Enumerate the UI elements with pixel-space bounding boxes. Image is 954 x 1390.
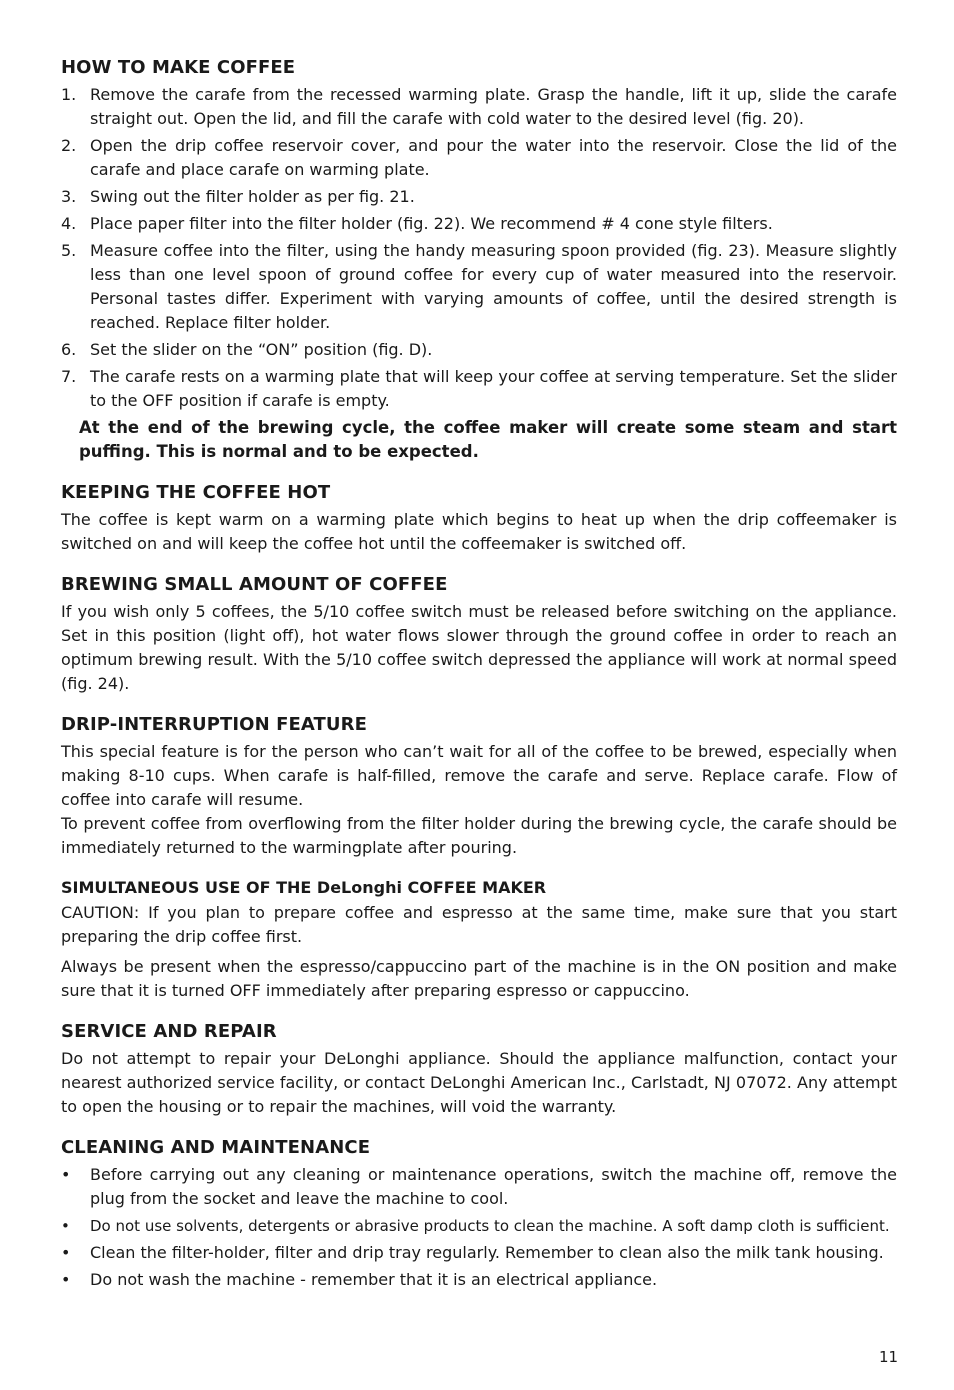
section-heading: DRIP-INTERRUPTION FEATURE <box>61 714 367 735</box>
list-item: 2. Open the drip coffee reservoir cover, and pour the water into the reservoir. Close the lid of the carafe and place carafe on warming plate. <box>61 136 897 179</box>
paragraph: The coffee is kept warm on a warming plate which begins to heat up when the drip coffeemaker is switched on and will keep the coffee hot until the coffeemaker is switched off. <box>61 510 897 553</box>
section-heading: SIMULTANEOUS USE OF THE DeLonghi COFFEE MAKER <box>61 878 547 897</box>
section-heading: SERVICE AND REPAIR <box>61 1021 277 1042</box>
section-brewing-small-amount <box>61 574 897 696</box>
list-item: 6. Set the slider on the “ON” position (fig. D). <box>61 340 433 359</box>
paragraph: CAUTION: If you plan to prepare coffee and espresso at the same time, make sure that you start preparing the drip coffee first. <box>61 903 897 946</box>
section-keeping-coffee-hot <box>61 482 897 556</box>
section-drip-interruption <box>61 714 897 860</box>
list-item: • Before carrying out any cleaning or maintenance operations, switch the machine off, remove the plug from the socket and leave the machine to cool. <box>61 1163 897 1211</box>
list-item: • Do not use solvents, detergents or abrasive products to clean the machine. A soft damp cloth is sufficient. <box>61 1214 897 1238</box>
list-item: 1. Remove the carafe from the recessed warming plate. Grasp the handle, lift it up, slide the carafe straight out. Open the lid, and fill the carafe with cold water to the desired level (fig. 20). <box>61 85 897 128</box>
section-heading: BREWING SMALL AMOUNT OF COFFEE <box>61 574 448 595</box>
list-item: 4. Place paper filter into the filter holder (fig. 22). We recommend # 4 cone style filters. <box>61 214 773 233</box>
bullet: • <box>61 1243 71 1262</box>
paragraph: Always be present when the espresso/cappuccino part of the machine is in the ON position and make sure that it is turned OFF immediately after preparing espresso or cappuccino. <box>61 957 897 1000</box>
steps-list <box>61 83 897 413</box>
paragraph: To prevent coffee from overflowing from the filter holder during the brewing cycle, the carafe should be immediately returned to the warmingplate after pouring. <box>61 814 897 857</box>
brewing-note: At the end of the brewing cycle, the coffee maker will create some steam and start puffing. This is normal and to be expected. <box>79 418 897 461</box>
section-cleaning-and-maintenance <box>61 1137 897 1292</box>
page-number: 11 <box>879 1348 899 1366</box>
bullet: • <box>61 1270 71 1289</box>
paragraph: Do not attempt to repair your DeLonghi appliance. Should the appliance malfunction, contact your nearest authorized service facility, or contact DeLonghi American Inc., Carlstadt, NJ 07072. Any attempt to open the housing or to repair the machines, will void the warranty. <box>61 1049 897 1116</box>
section-service-and-repair <box>61 1021 897 1119</box>
list-item: • Do not wash the machine - remember that it is an electrical appliance. <box>61 1268 897 1292</box>
list-item: 7. The carafe rests on a warming plate that will keep your coffee at serving temperature. Set the slider to the OFF position if carafe is empty. <box>61 367 897 410</box>
bullet: • <box>61 1217 70 1235</box>
section-heading: CLEANING AND MAINTENANCE <box>61 1137 371 1158</box>
section-how-to-make-coffee <box>61 57 897 464</box>
section-simultaneous-use <box>61 878 897 1003</box>
document-page <box>61 57 897 1310</box>
paragraph: If you wish only 5 coffees, the 5/10 coffee switch must be released before switching on the appliance. Set in this position (light off), hot water flows slower through the ground coffee in order to reach an optimum brewing result. With the 5/10 coffee switch depressed the appliance will work at normal speed (fig. 24). <box>61 602 897 693</box>
list-item: 5. Measure coffee into the filter, using the handy measuring spoon provided (fig. 23). Measure slightly less than one level spoon of ground coffee for every cup of water measured into the reservoir. Personal tastes differ. Experiment with varying amounts of coffee, until the desired strength is reached. Replace filter holder. <box>61 241 897 332</box>
section-heading: HOW TO MAKE COFFEE <box>61 57 296 78</box>
list-item: • Clean the filter-holder, filter and drip tray regularly. Remember to clean also the milk tank housing. <box>61 1241 897 1265</box>
bullet: • <box>61 1165 71 1184</box>
paragraph: This special feature is for the person who can’t wait for all of the coffee to be brewed, especially when making 8-10 cups. When carafe is half-filled, remove the carafe and serve. Replace carafe. Flow of coffee into carafe will resume. <box>61 742 897 809</box>
list-item: 3. Swing out the filter holder as per fig. 21. <box>61 187 415 206</box>
section-heading: KEEPING THE COFFEE HOT <box>61 482 331 503</box>
cleaning-list <box>61 1163 897 1292</box>
